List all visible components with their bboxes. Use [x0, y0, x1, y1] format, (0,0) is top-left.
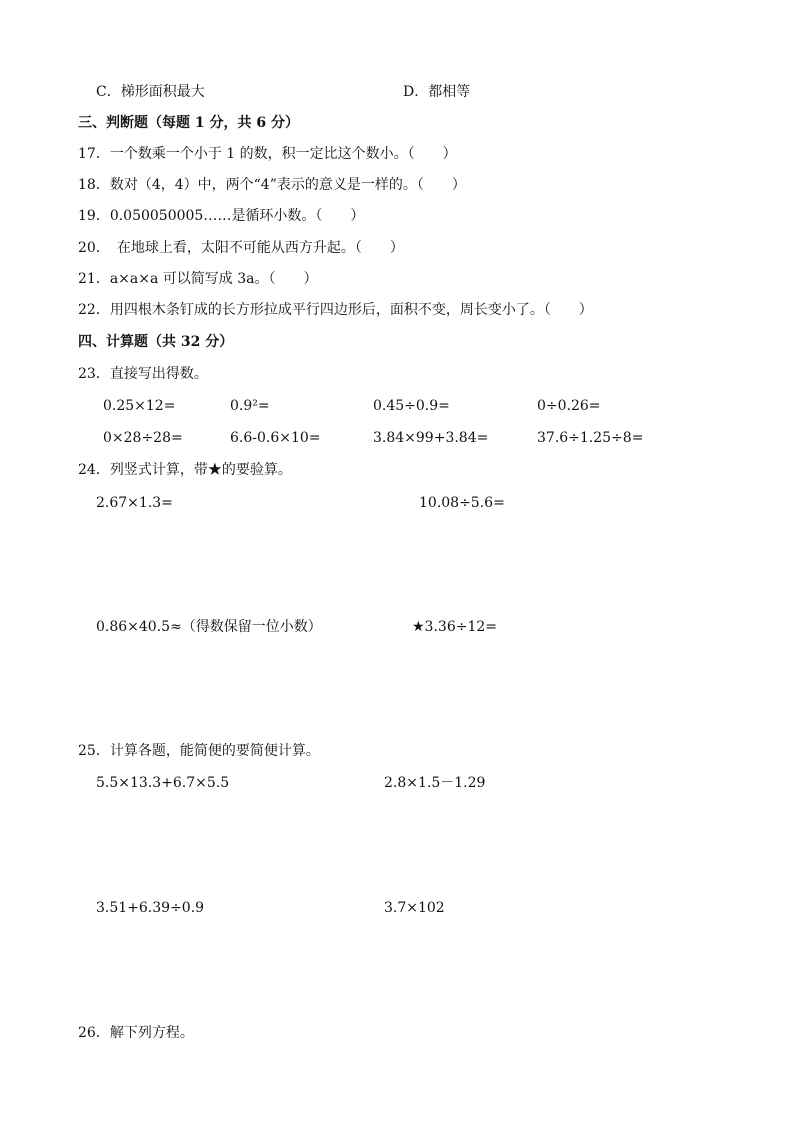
section-heading-calculation: 四、计算题（共 32 分）	[78, 334, 234, 350]
q23-expr-1: 0.25×12=	[103, 398, 176, 414]
q23-expr-7: 3.84×99+3.84=	[373, 430, 489, 446]
question-23-title: 23．直接写出得数。	[78, 366, 208, 382]
q23-expr-5: 0×28÷28=	[103, 430, 183, 446]
q24-expr-2: 10.08÷5.6=	[419, 495, 505, 511]
q23-expr-6: 6.6-0.6×10=	[230, 430, 321, 446]
q25-expr-2: 2.8×1.5－1.29	[384, 775, 486, 791]
question-18: 18．数对（4，4）中，两个“4”表示的意义是一样的。（ ）	[78, 177, 466, 193]
question-26-title: 26．解下列方程。	[78, 1025, 194, 1041]
q24-expr-3: 0.86×40.5≈（得数保留一位小数）	[96, 619, 322, 635]
question-25-title: 25．计算各题，能简便的要简便计算。	[78, 743, 320, 759]
q25-expr-3: 3.51+6.39÷0.9	[96, 900, 205, 916]
question-17: 17．一个数乘一个小于 1 的数，积一定比这个数小。（ ）	[78, 146, 457, 162]
option-c: C．梯形面积最大	[96, 84, 205, 100]
question-24-title: 24．列竖式计算，带★的要验算。	[78, 462, 292, 478]
q23-expr-8: 37.6÷1.25÷8=	[537, 430, 644, 446]
option-d: D．都相等	[403, 84, 471, 100]
q24-expr-4: ★3.36÷12=	[412, 619, 497, 635]
section-heading-judgment: 三、判断题（每题 1 分，共 6 分）	[78, 115, 299, 131]
q25-expr-1: 5.5×13.3+6.7×5.5	[96, 775, 230, 791]
q23-expr-2: 0.9²=	[230, 398, 270, 414]
question-22: 22．用四根木条钉成的长方形拉成平行四边形后，面积不变，周长变小了。（ ）	[78, 302, 593, 318]
q23-expr-4: 0÷0.26=	[537, 398, 601, 414]
q23-expr-3: 0.45÷0.9=	[373, 398, 450, 414]
question-19: 19．0.050050005……是循环小数。（ ）	[78, 208, 365, 224]
q25-expr-4: 3.7×102	[384, 900, 445, 916]
question-21: 21．a×a×a 可以简写成 3a。（ ）	[78, 271, 318, 287]
q24-expr-1: 2.67×1.3=	[96, 495, 173, 511]
question-20: 20． 在地球上看，太阳不可能从西方升起。（ ）	[78, 240, 404, 256]
